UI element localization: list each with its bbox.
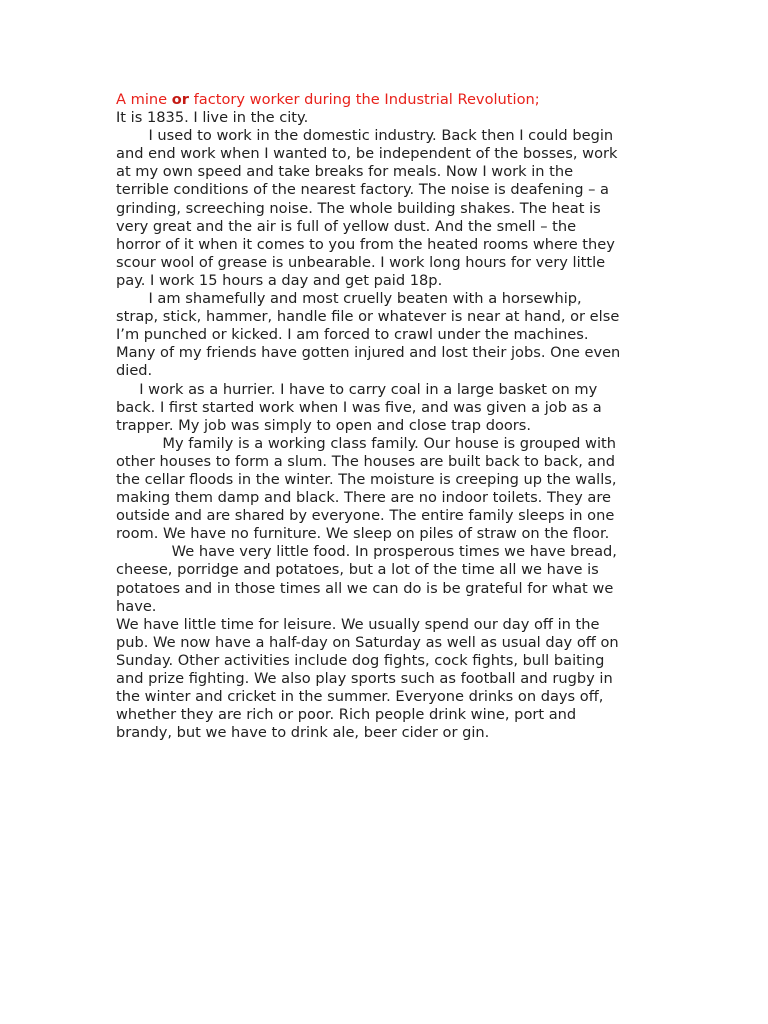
title-bold-word: or <box>171 91 189 108</box>
document-body <box>116 109 656 742</box>
body-line: pay. I work 15 hours a day and get paid 18p. <box>116 271 443 289</box>
body-line: I used to work in the domestic industry. Back then I could begin <box>116 127 614 145</box>
body-line: at my own speed and take breaks for meals. Now I work in the <box>116 163 574 181</box>
body-line: My family is a working class family. Our house is grouped with <box>116 434 616 452</box>
body-line: grinding, screeching noise. The whole building shakes. The heat is <box>116 199 601 217</box>
body-line: room. We have no furniture. We sleep on piles of straw on the floor. <box>116 525 610 543</box>
body-line: whether they are rich or poor. Rich people drink wine, port and <box>116 706 577 724</box>
body-line: We have little time for leisure. We usually spend our day off in the <box>116 615 600 633</box>
body-line: Sunday. Other activities include dog fights, cock fights, bull baiting <box>116 651 605 669</box>
body-line: trapper. My job was simply to open and close trap doors. <box>116 416 532 434</box>
body-line: I’m punched or kicked. I am forced to crawl under the machines. <box>116 326 589 344</box>
body-line: cheese, porridge and potatoes, but a lot of the time all we have is <box>116 561 599 579</box>
body-line: and prize fighting. We also play sports such as football and rugby in <box>116 670 613 687</box>
body-line: I work as a hurrier. I have to carry coal in a large basket on my <box>116 380 598 398</box>
body-line: terrible conditions of the nearest factory. The noise is deafening – a <box>116 181 609 199</box>
body-line: brandy, but we have to drink ale, beer cider or gin. <box>116 724 490 742</box>
body-line: scour wool of grease is unbearable. I work long hours for very little <box>116 253 606 271</box>
body-line: It is 1835. I live in the city. <box>116 109 309 127</box>
document-title <box>116 91 656 109</box>
title-part-1: A mine <box>116 91 172 108</box>
document-page <box>116 91 656 742</box>
body-line: have. <box>116 597 157 615</box>
body-line: pub. We now have a half-day on Saturday as well as usual day off on <box>116 633 619 651</box>
body-line: very great and the air is full of yellow dust. And the smell – the <box>116 217 577 235</box>
body-line: I am shamefully and most cruelly beaten with a horsewhip, <box>116 290 582 308</box>
body-line: strap, stick, hammer, handle file or whatever is near at hand, or else <box>116 308 620 326</box>
body-line: Many of my friends have gotten injured and lost their jobs. One even <box>116 344 621 362</box>
body-line: outside and are shared by everyone. The entire family sleeps in one <box>116 507 615 525</box>
title-part-2: factory worker during the Industrial Revolution; <box>189 91 540 108</box>
body-line: other houses to form a slum. The houses are built back to back, and <box>116 452 615 470</box>
body-line: horror of it when it comes to you from the heated rooms where they <box>116 235 615 253</box>
body-line: and end work when I wanted to, be independent of the bosses, work <box>116 145 618 163</box>
body-line: We have very little food. In prosperous times we have bread, <box>116 543 617 561</box>
body-line: the cellar floods in the winter. The moisture is creeping up the walls, <box>116 470 617 488</box>
body-line: potatoes and in those times all we can do is be grateful for what we <box>116 579 614 597</box>
body-line: back. I first started work when I was five, and was given a job as a <box>116 398 602 416</box>
body-line: making them damp and black. There are no indoor toilets. They are <box>116 489 611 507</box>
body-line: the winter and cricket in the summer. Everyone drinks on days off, <box>116 688 604 706</box>
body-line: died. <box>116 362 153 380</box>
